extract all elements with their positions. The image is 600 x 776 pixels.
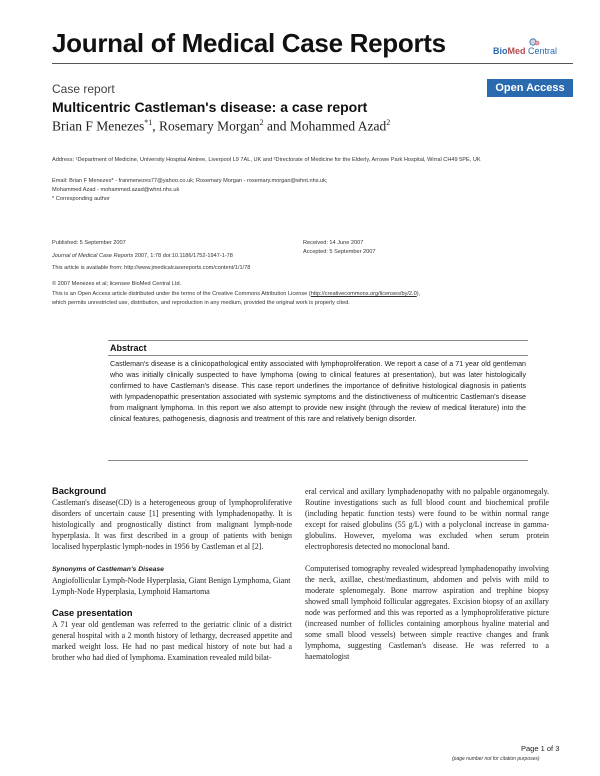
biomed-central-wordmark: BioMed Central — [493, 46, 558, 56]
copyright-line: © 2007 Menezes et al; licensee BioMed Central Ltd. — [52, 281, 182, 287]
page-number-note: (page number not for citation purposes) — [452, 756, 540, 762]
paper-title: Multicentric Castleman's disease: a case report — [52, 99, 368, 115]
background-paragraph: Castleman's disease(CD) is a heterogeneous group of lymphoproliferative disorders of uncertain cause [1] presenting with lymphadenopathy. It is histologically and prognostically distinct from malignant lymph-node hyperplasia. It was first described in a group of patients with benign localised hyperplastic lymph-nodes in 1956 by Castleman et al [2]. — [52, 498, 292, 551]
body-paragraph: eral cervical and axillary lymphadenopathy with no palpable organomegaly. Routine investigations such as full blood count and biochemical profile (including hepatic function tests) were found to be within normal range except for raised globulins (55 g/L) with a polyclonal increase in gamma-globulins. However, myeloma was excluded when serum protein electrophoresis detected no monoclonal band. — [305, 487, 549, 551]
citation: Journal of Medical Case Reports 2007, 1:78 doi:10.1186/1752-1947-1-78 — [52, 253, 233, 259]
email-line: Mohammed Azad - mohammed.azad@whnt.nhs.uk — [52, 187, 180, 193]
case-presentation-heading: Case presentation — [52, 608, 133, 618]
author-name: Rosemary Morgan — [158, 118, 260, 134]
abstract-text: Castleman's disease is a clinicopathological entity associated with lymphoproliferation. We report a case of a 71 year old gentleman who was initially clinically suspected to have lymphoma (owing to clinical features at presentation), but was later histologically confirmed to have Castleman's disease. This case report underlines the importance of definitive histological diagnosis in patients with lympadenopathic presentation associated with systemic symptoms and the distinctiveness of multicentric Castleman's disease from malignant lymphoma. In this report we also attempt to provide new insight (through the review of medical literature) into the clinical features, pathogenesis, diagnosis and treatment of this rare and relatively benign disorder. — [110, 360, 526, 423]
abstract-heading: Abstract — [108, 340, 528, 356]
synonyms-paragraph: Angiofollicular Lymph-Node Hyperplasia, Giant Benign Lymphoma, Giant Lymph-Node Hyperplasia, Lymphoid Hamartoma — [52, 576, 291, 596]
author-affiliation: *1 — [144, 118, 153, 127]
body-right-column — [305, 486, 549, 662]
email-line: Email: Brian F Menezes* - franmenezes77@yahoo.co.uk; Rosemary Morgan - rosemary.morgan@whnt.nhs.uk; — [52, 178, 328, 184]
abstract-section — [108, 340, 528, 424]
body-left-column — [52, 486, 292, 663]
case-presentation-paragraph: A 71 year old gentleman was referred to the geriatric clinic of a district general hospital with a 2 month history of lethargy, decreased appetite and marked weight loss. He had no past medical history of note but had a brother who had died of lymphoma. Examination revealed mild bilat- — [52, 620, 292, 662]
received-date: Received: 14 June 2007 — [303, 240, 364, 246]
license-line: which permits unrestricted use, distribution, and reproduction in any medium, provided the original work is properly cited. — [52, 300, 350, 306]
open-access-badge: Open Access — [487, 79, 573, 97]
author-list: Brian F Menezes$^{*1}$, Rosemary Morgan$^2$ and Mohammed Azad$^2$ — [52, 118, 391, 134]
biomed-central-logo — [493, 36, 573, 62]
section-label: Case report — [52, 82, 115, 96]
author-affiliation: 2 — [259, 118, 264, 127]
accepted-date: Accepted: 5 September 2007 — [303, 249, 376, 255]
license-link[interactable]: http://creativecommons.org/licenses/by/2.0 — [310, 291, 417, 297]
author-affiliation: 2 — [386, 118, 391, 127]
affiliation-address: Address: ¹Department of Medicine, University Hospital Aintree, Liverpool L9 7AL, UK and ²Directorate of Medicine for the Elderly, Arrowe Park Hospital, Wirral CH49 5PE, UK — [52, 157, 481, 163]
body-paragraph: Computerised tomography revealed widespread lymphadenopathy involving the neck, axillae, chest/mediastinum, abdomen and pelvis with mild to moderate splenomegaly. Bone marrow aspiration and trephine biopsy showed small lymphoid follicular aggregates. Excision biopsy of an axillary node was performed and this was reported as a lymphoproliferative picture (increased number of follicles containing amorphous hyaline material and some small blood vessels) between simple reactive changes and frank lymphoma, suggesting Castleman's disease. He was referred to a haematologist — [305, 564, 549, 661]
author-name: Mohammed Azad — [289, 118, 387, 134]
synonyms-heading: Synonyms of Castleman's Disease — [52, 566, 164, 573]
author-name: Brian F Menezes — [52, 118, 145, 134]
header-rule — [52, 63, 573, 64]
abstract-divider — [108, 460, 528, 461]
journal-title: Journal of Medical Case Reports — [52, 28, 446, 58]
background-heading: Background — [52, 486, 107, 496]
published-date: Published: 5 September 2007 — [52, 240, 126, 246]
license-line: This is an Open Access article distributed under the terms of the Creative Commons Attribution License (http://creativecommons.org/licenses/by/2.0), — [52, 291, 421, 297]
article-url[interactable]: This article is available from: http://www.jmedicalcasereports.com/content/1/1/78 — [52, 265, 251, 271]
page-number: Page 1 of 3 — [521, 744, 560, 753]
corresponding-note: * Corresponding author — [52, 196, 110, 202]
